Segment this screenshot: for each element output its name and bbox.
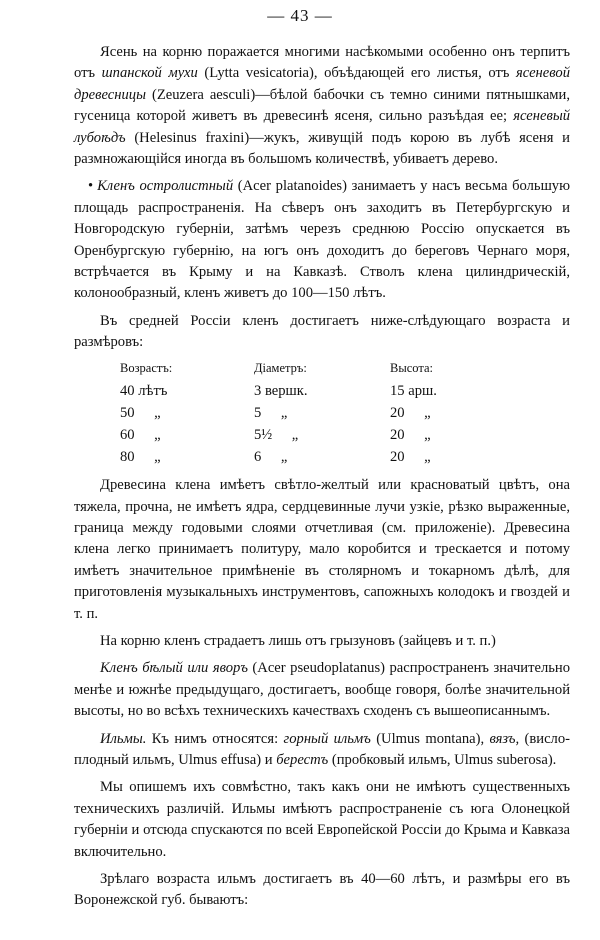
italic-term: ясеневый лубоѣдъ: [74, 108, 570, 146]
italic-term: Кленъ остролистный: [97, 178, 234, 195]
text-run: (висло-плодный ильмъ, Ulmus effusa) и: [74, 730, 570, 768]
cell-diameter: 5½ „: [254, 427, 299, 444]
paragraph-norway-maple: [74, 176, 570, 304]
text-run: (Lytta vesicatoria), объѣдающей его листья, отъ: [197, 65, 516, 82]
text-run: (Acer platanoides) занимаетъ у насъ весьма большую площадь распространенія. На сѣверъ онъ заходитъ въ Петербургскую и Новгородскую губерніи, затѣмъ черезъ среднюю Россію опускается въ Оренбургскую губернію, на югъ онъ доходитъ до береговъ Чернаго моря, встрѣчается въ Крыму и на Кавказѣ. Стволъ клена цилиндрическій, колонообразный, кленъ живетъ до 100—150 лѣтъ.: [74, 178, 571, 302]
text-run: (Ulmus montana),: [370, 730, 490, 747]
italic-term: берестъ: [276, 751, 329, 768]
cell-age: 80 „: [120, 449, 161, 466]
cell-diameter: 3 вершк.: [254, 383, 308, 400]
italic-term: вязъ,: [489, 730, 520, 747]
cell-age: 60 „: [120, 427, 161, 444]
italic-term: шпанской мухи: [101, 65, 198, 82]
paragraph-maple-wood: Древесина клена имѣетъ свѣтло-желтый или красноватый цвѣтъ, она тяжела, прочна, не имѣетъ ядра, сердцевинные лучи узкіе, рѣзко выраженные, граница между годовыми слоями отчетливая (см. приложеніе). Древесина клена легко принимаетъ политуру, мало коробится и трескается и потому имѣетъ значительное примѣненіе въ столярномъ и токарномъ дѣлѣ, для приготовленія музыкальныхъ инструментовъ, сапожныхъ колодокъ и гвоздей и т. п.: [74, 477, 570, 622]
maple-size-table: [120, 358, 530, 469]
header-height: Высота:: [390, 360, 434, 375]
page-number: — 43 —: [267, 6, 333, 25]
paragraph-elm-age: Зрѣлаго возраста ильмъ достигаетъ въ 40—60 лѣтъ, и размѣры его въ Воронежской губ. бываютъ:: [74, 871, 570, 909]
italic-term: ясеневой древесницы: [74, 65, 570, 103]
text-run: Къ нимъ относятся:: [146, 730, 284, 747]
cell-diameter: 6 „: [254, 449, 288, 466]
cell-age: 40 лѣтъ: [120, 383, 168, 400]
table-row: [120, 381, 530, 403]
paragraph-maple-rodents: На корню кленъ страдаетъ лишь отъ грызуновъ (зайцевъ и т. п.): [100, 632, 496, 649]
table-header-row: [120, 358, 530, 381]
paragraph-sycamore: [74, 658, 570, 722]
cell-height: 20 „: [390, 427, 431, 444]
body-text: [74, 42, 570, 918]
header-diameter: Діаметръ:: [254, 360, 307, 375]
text-run: (пробковый ильмъ, Ulmus suberosa).: [328, 751, 557, 768]
paragraph-elm-distribution: Мы опишемъ ихъ совмѣстно, такъ какъ они не имѣютъ существенныхъ техническихъ различій. Ильмы имѣютъ распространеніе съ юга Олонецкой губерніи и отсюда спускаются по всей Европейской Россіи до Крыма и Кавказа включительно.: [74, 779, 570, 860]
paragraph-elms: [74, 729, 570, 772]
italic-term: Ильмы.: [100, 730, 147, 747]
text-run: (Acer pseudoplatanus) распространенъ значительно менѣе и южнѣе предыдущаго, достигаетъ, вообще говоря, болѣе значительной высоты, но во всѣхъ техническихъ качествахъ сходенъ съ вышеописаннымъ.: [74, 660, 571, 720]
text-run: (Helesinus fraxini)—жукъ, живущій подъ корою въ лубѣ ясеня и размножающійся иногда въ большомъ количествѣ, убиваетъ дерево.: [74, 129, 570, 168]
cell-height: 20 „: [390, 405, 431, 422]
text-run: Ясень на корню поражается многими насѣкомыми особенно онъ терпитъ отъ: [74, 44, 570, 82]
table-row: [120, 425, 530, 447]
paragraph-maple-sizes-intro: Въ средней Россіи кленъ достигаетъ ниже-слѣдующаго возраста и размѣровъ:: [74, 312, 570, 351]
table-row: [120, 403, 530, 425]
paragraph-ash-pests: [74, 42, 570, 170]
cell-height: 15 арш.: [390, 383, 437, 400]
cell-height: 20 „: [390, 449, 431, 466]
italic-term: горный ильмъ: [283, 730, 371, 747]
cell-diameter: 5 „: [254, 405, 288, 422]
text-run: (Zeuzera aesculi)—бѣлой бабочки съ темно синими пятнышками, гусеница которой живетъ въ древесинѣ ясеня, сильно разъѣдая ее;: [74, 86, 570, 125]
cell-age: 50 „: [120, 405, 161, 422]
italic-term: Кленъ бѣлый или яворъ: [100, 660, 248, 677]
margin-mark: •: [88, 178, 94, 195]
header-age: Возрастъ:: [120, 360, 173, 375]
table-row: [120, 447, 530, 469]
